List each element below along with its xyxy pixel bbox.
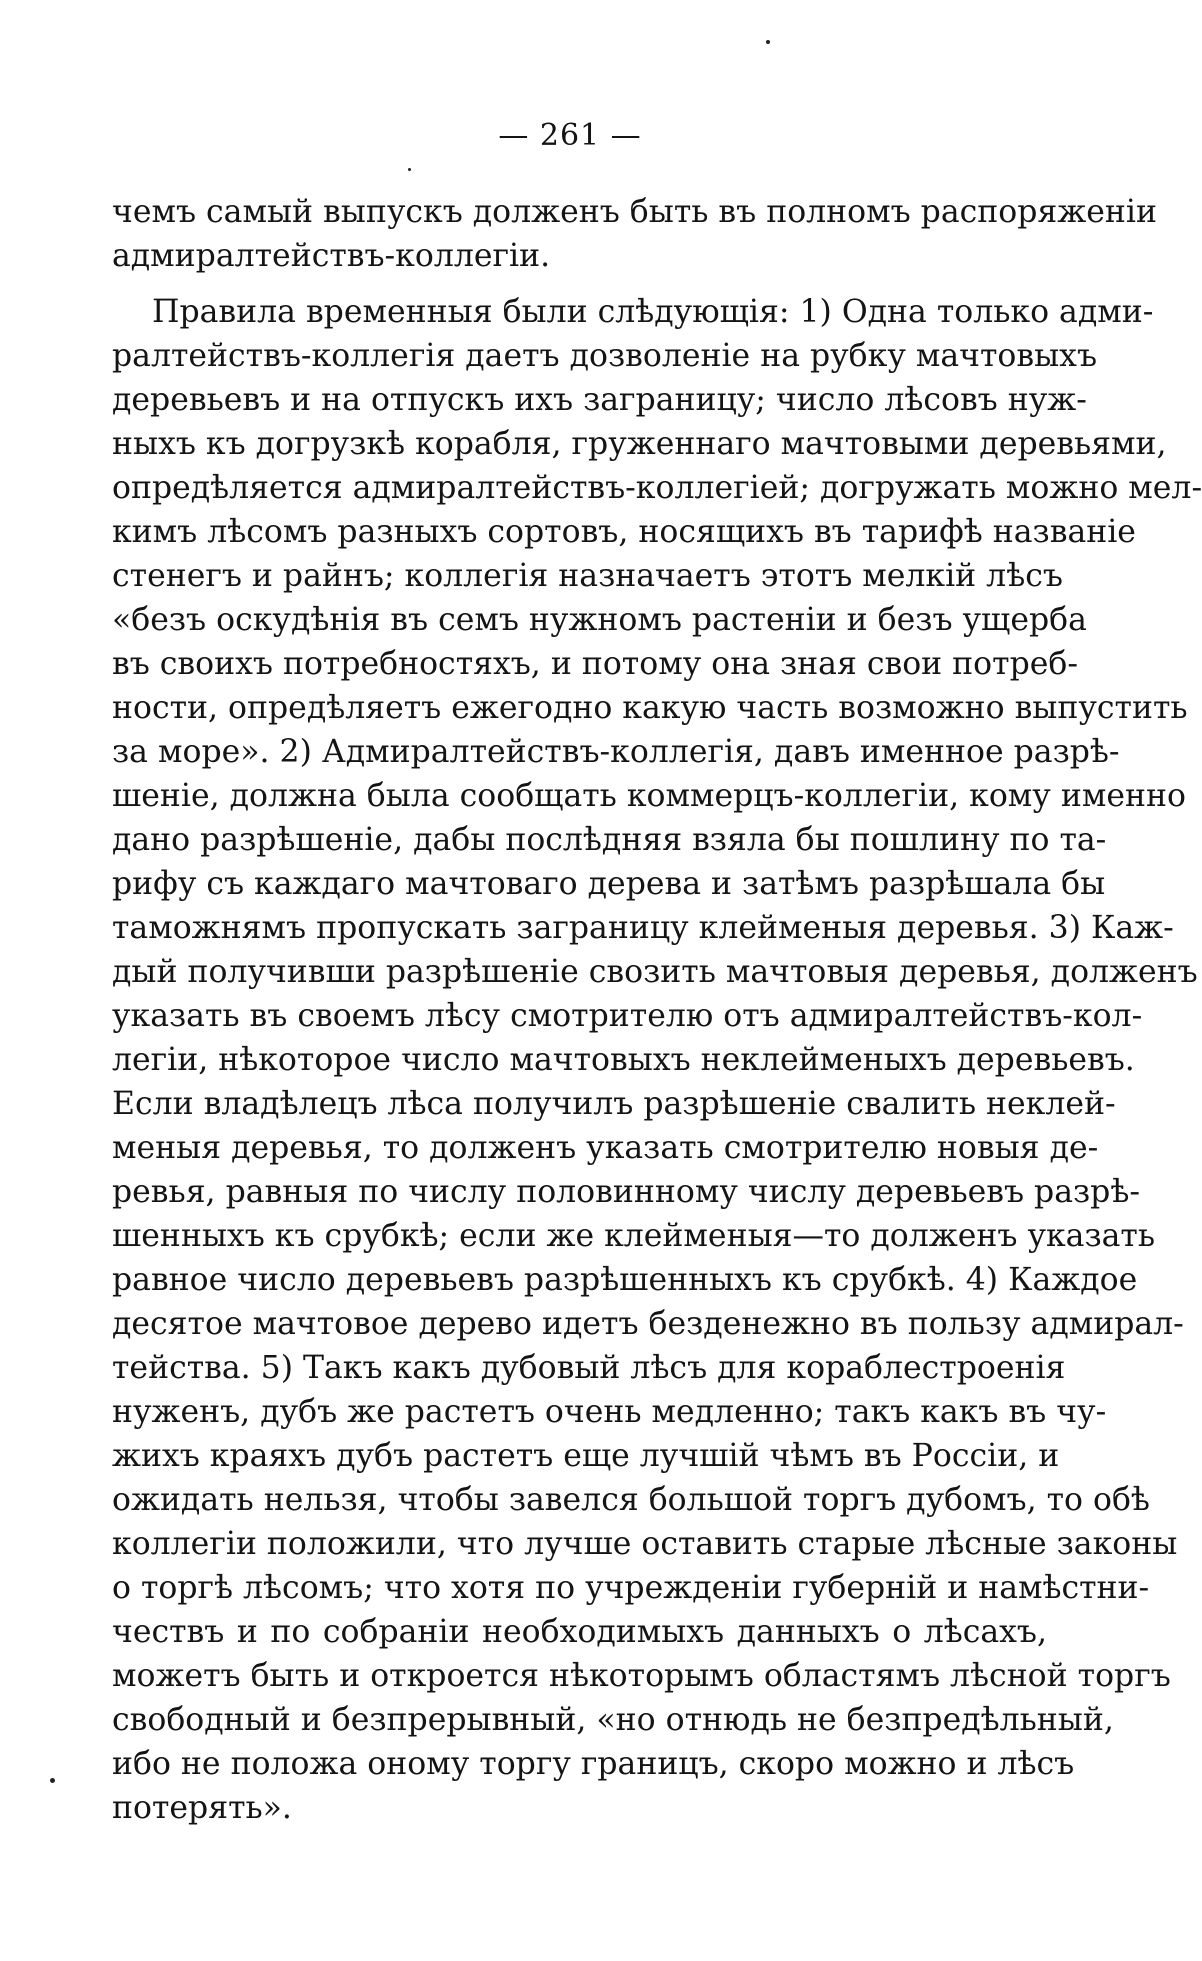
text-line: шеніе, должна была сообщать коммерцъ-коллегіи, кому именно <box>112 778 1186 814</box>
scan-speck <box>50 1778 55 1783</box>
text-line: Если владѣлецъ лѣса получилъ разрѣшеніе свалить неклей- <box>112 1086 1116 1122</box>
text-line: Правила временныя были слѣдующія: 1) Одна только адми- <box>152 294 1154 330</box>
text-line: тейства. 5) Такъ какъ дубовый лѣсъ для кораблестроенія <box>112 1350 1066 1386</box>
body-text <box>112 190 1202 1830</box>
text-line: меныя деревья, то долженъ указать смотрителю новыя де- <box>112 1130 1099 1166</box>
text-line: кимъ лѣсомъ разныхъ сортовъ, носящихъ въ тарифѣ названіе <box>112 514 1136 550</box>
text-line: нуженъ, дубъ же растетъ очень медленно; такъ какъ въ чу- <box>112 1394 1107 1430</box>
text-line: въ своихъ потребностяхъ, и потому она зная свои потреб- <box>112 646 1078 682</box>
text-line: потерять». <box>112 1790 292 1826</box>
text-line: деревьевъ и на отпускъ ихъ заграницу; число лѣсовъ нуж- <box>112 382 1087 418</box>
text-line: о торгѣ лѣсомъ; что хотя по учрежденіи губерній и намѣстни- <box>112 1570 1150 1606</box>
text-line: можетъ быть и откроется нѣкоторымъ областямъ лѣсной торгъ <box>112 1658 1171 1694</box>
text-line: стенегъ и райнъ; коллегія назначаетъ этотъ мелкій лѣсъ <box>112 558 1063 594</box>
text-line: дый получивши разрѣшеніе свозить мачтовыя деревья, долженъ <box>112 954 1198 990</box>
text-line: свободный и безпрерывный, «но отнюдь не безпредѣльный, <box>112 1702 1114 1738</box>
text-line: шенныхъ къ срубкѣ; если же клейменыя—то долженъ указать <box>112 1218 1155 1254</box>
text-line: ибо не положа оному торгу границъ, скоро можно и лѣсъ <box>112 1746 1075 1782</box>
text-line: чемъ самый выпускъ долженъ быть въ полномъ распоряженіи <box>112 194 1157 230</box>
text-line: рифу съ каждаго мачтоваго дерева и затѣмъ разрѣшала бы <box>112 866 1106 902</box>
text-line: жихъ краяхъ дубъ растетъ еще лучшій чѣмъ въ Россіи, и <box>112 1438 1060 1474</box>
text-line: таможнямъ пропускать заграницу клейменыя деревья. 3) Каж- <box>112 910 1174 946</box>
text-line: коллегіи положили, что лучше оставить старые лѣсные законы <box>112 1526 1178 1562</box>
text-line: адмиралтействъ-коллегіи. <box>112 238 551 274</box>
text-line: ности, опредѣляетъ ежегодно какую часть возможно выпустить <box>112 690 1188 726</box>
text-line: десятое мачтовое дерево идетъ безденежно въ пользу адмирал- <box>112 1306 1184 1342</box>
text-line: равное число деревьевъ разрѣшенныхъ къ срубкѣ. 4) Каждое <box>112 1262 1138 1298</box>
text-line: чествъ и по собраніи необходимыхъ данныхъ о лѣсахъ, <box>112 1614 1047 1650</box>
paragraph-gap <box>112 278 1047 290</box>
text-line: «безъ оскудѣнія въ семъ нужномъ растеніи и безъ ущерба <box>112 602 1087 638</box>
text-line: ожидать нельзя, чтобы завелся большой торгъ дубомъ, то обѣ <box>112 1482 1150 1518</box>
text-line: легіи, нѣкоторое число мачтовыхъ неклейменыхъ деревьевъ. <box>112 1042 1135 1078</box>
scan-speck <box>766 40 770 44</box>
scan-speck <box>408 168 411 171</box>
text-line: ревья, равныя по числу половинному числу деревьевъ разрѣ- <box>112 1174 1140 1210</box>
page-number: — 261 — <box>498 118 642 153</box>
text-line: ралтействъ-коллегія даетъ дозволеніе на рубку мачтовыхъ <box>112 338 1097 374</box>
text-line: опредѣляется адмиралтействъ-коллегіей; догружать можно мел- <box>112 470 1202 506</box>
text-line: дано разрѣшеніе, дабы послѣдняя взяла бы пошлину по та- <box>112 822 1107 858</box>
text-line: указать въ своемъ лѣсу смотрителю отъ адмиралтействъ-кол- <box>112 998 1143 1034</box>
text-line: за море». 2) Адмиралтействъ-коллегія, давъ именное разрѣ- <box>112 734 1120 770</box>
text-line: ныхъ къ догрузкѣ корабля, груженнаго мачтовыми деревьями, <box>112 426 1167 462</box>
